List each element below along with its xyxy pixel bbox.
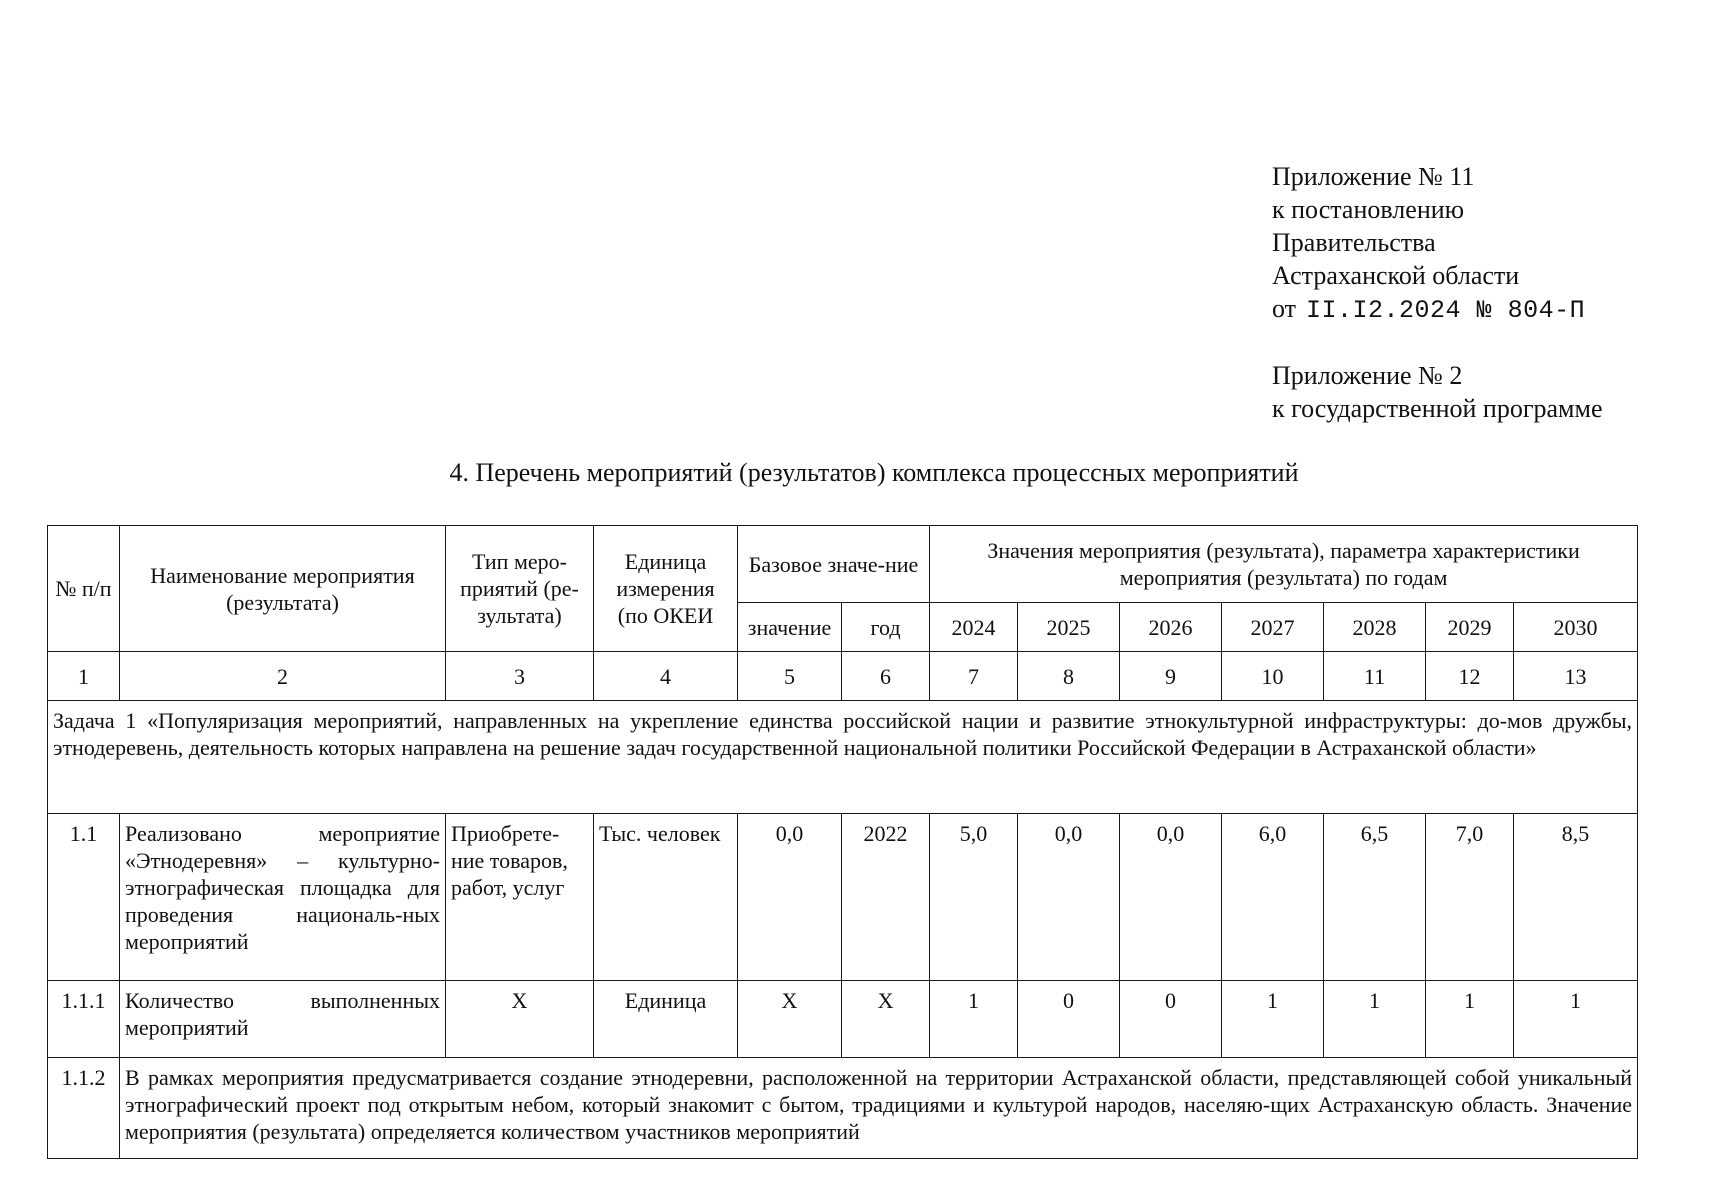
task-row — [48, 701, 1638, 814]
header-unit: Единица измерения (по ОКЕИ — [594, 526, 738, 652]
row-num: 1.1 — [48, 814, 120, 981]
column-number: 12 — [1426, 652, 1514, 701]
row-value: 0,0 — [1018, 814, 1120, 981]
row-value: 0 — [1120, 981, 1222, 1058]
approval-line: Приложение № 11 — [1272, 162, 1475, 191]
column-number: 13 — [1514, 652, 1638, 701]
header-base-year: год — [842, 603, 930, 652]
column-number: 1 — [48, 652, 120, 701]
row-value: 1 — [1324, 981, 1426, 1058]
header-year: 2024 — [930, 603, 1018, 652]
row-unit: Единица — [594, 981, 738, 1058]
column-number: 6 — [842, 652, 930, 701]
column-number: 9 — [1120, 652, 1222, 701]
column-number-row — [48, 652, 1638, 701]
table-row-note — [48, 1058, 1638, 1159]
row-value: 6,0 — [1222, 814, 1324, 981]
approval-ref-date-number: II.I2.2024 № 804-П — [1306, 296, 1586, 325]
table-row — [48, 814, 1638, 981]
row-value: 5,0 — [930, 814, 1018, 981]
header-year: 2030 — [1514, 603, 1638, 652]
header-year: 2027 — [1222, 603, 1324, 652]
row-num: 1.1.2 — [48, 1058, 120, 1159]
table-row — [48, 981, 1638, 1058]
row-value: 0 — [1018, 981, 1120, 1058]
header-type: Тип меро-приятий (ре-зультата) — [446, 526, 594, 652]
row-note-text: В рамках мероприятия предусматривается создание этнодеревни, расположенной на территории Астраханской области, представляющей собой уникальный этнографический проект под открытым небом, который знакомит с бытом, традициями и культурой народов, населяю-щих Астраханскую область. Значение мероприятия (результата) определяется количеством участников мероприятий — [120, 1058, 1638, 1159]
annex-line: к государственной программе — [1272, 394, 1603, 423]
row-value: 7,0 — [1426, 814, 1514, 981]
column-number: 4 — [594, 652, 738, 701]
row-value: 8,5 — [1514, 814, 1638, 981]
header-year: 2026 — [1120, 603, 1222, 652]
header-name: Наименование мероприятия (результата) — [120, 526, 446, 652]
row-base-year: X — [842, 981, 930, 1058]
row-value: 1 — [1222, 981, 1324, 1058]
column-number: 11 — [1324, 652, 1426, 701]
column-number: 3 — [446, 652, 594, 701]
column-number: 10 — [1222, 652, 1324, 701]
column-number: 5 — [738, 652, 842, 701]
row-base-year: 2022 — [842, 814, 930, 981]
row-type: Приобрете-ние товаров, работ, услуг — [446, 814, 594, 981]
task-description: Задача 1 «Популяризация мероприятий, направленных на укрепление единства российской нации и развитие этнокультурной инфраструктуры: до-мов дружбы, этнодеревень, деятельность которых направлена на решение задач государственной национальной политики Российской Федерации в Астраханской области» — [48, 701, 1638, 814]
approval-ref-prefix: от — [1272, 294, 1297, 323]
approval-line: Правительства — [1272, 228, 1436, 257]
approval-line: к постановлению — [1272, 195, 1465, 224]
row-base-value: 0,0 — [738, 814, 842, 981]
table-header-row — [48, 526, 1638, 603]
approval-block — [1272, 160, 1603, 425]
row-value: 0,0 — [1120, 814, 1222, 981]
column-number: 7 — [930, 652, 1018, 701]
column-number: 2 — [120, 652, 446, 701]
header-values: Значения мероприятия (результата), параметра характеристики мероприятия (результата) по годам — [930, 526, 1638, 603]
header-num: № п/п — [48, 526, 120, 652]
header-year: 2029 — [1426, 603, 1514, 652]
header-year: 2028 — [1324, 603, 1426, 652]
approval-reference — [1272, 292, 1603, 327]
row-value: 1 — [1426, 981, 1514, 1058]
activities-table — [47, 525, 1638, 1159]
approval-line: Астраханской области — [1272, 261, 1520, 290]
row-value: 6,5 — [1324, 814, 1426, 981]
row-type: X — [446, 981, 594, 1058]
row-num: 1.1.1 — [48, 981, 120, 1058]
page-title: 4. Перечень мероприятий (результатов) комплекса процессных мероприятий — [449, 458, 1299, 487]
annex-line: Приложение № 2 — [1272, 361, 1463, 390]
row-value: 1 — [930, 981, 1018, 1058]
row-unit: Тыс. человек — [594, 814, 738, 981]
header-base-value: значение — [738, 603, 842, 652]
row-name: Реализовано мероприятие «Этнодеревня» – культурно-этнографическая площадка для проведения националь-ных мероприятий — [120, 814, 446, 981]
row-value: 1 — [1514, 981, 1638, 1058]
row-base-value: X — [738, 981, 842, 1058]
column-number: 8 — [1018, 652, 1120, 701]
row-name: Количество выполненных мероприятий — [120, 981, 446, 1058]
header-year: 2025 — [1018, 603, 1120, 652]
header-base: Базовое значе-ние — [738, 526, 930, 603]
